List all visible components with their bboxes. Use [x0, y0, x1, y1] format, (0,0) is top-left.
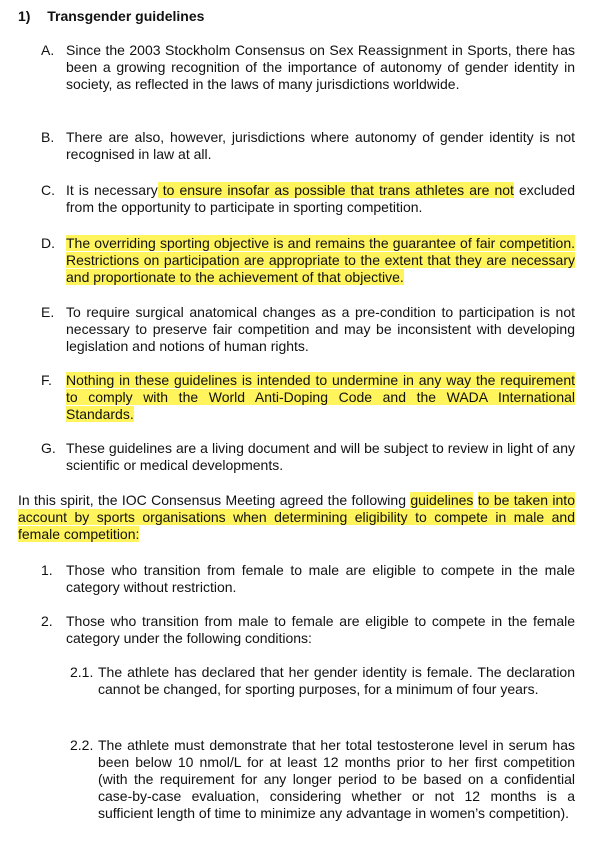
item-marker: B. [41, 129, 55, 145]
item-marker: D. [41, 235, 55, 251]
section-number: 1) [18, 8, 31, 24]
item-marker: E. [41, 304, 55, 320]
highlighted-text: to ensure insofar as possible that trans athletes are not [157, 182, 514, 198]
item-marker: A. [41, 42, 55, 58]
guideline-item-d [41, 235, 575, 286]
guideline-item-a [41, 42, 575, 93]
item-text: To require surgical anatomical changes as a pre-condition to participation is not necessary to preserve fair competition and may be inconsistent with developing legislation and notions of human rights. [66, 304, 575, 354]
consensus-paragraph [18, 492, 575, 543]
item-marker: F. [41, 372, 52, 388]
condition-marker: 2.2. [70, 737, 94, 753]
condition-text: The athlete has declared that her gender identity is female. The declaration cannot be changed, for sporting purposes, for a minimum of four years. [98, 664, 575, 697]
condition-text: The athlete must demonstrate that her total testosterone level in serum has been below 10 nmol/L for at least 12 months prior to her first competition (with the requirement for any longer period to be based on a confidential case-by-case evaluation, considering whether or not 12 months is a sufficient length of time to minimize any advantage in women’s competition). [98, 737, 575, 821]
item-text: These guidelines are a living document and will be subject to review in light of any scientific or medical developments. [66, 440, 575, 473]
section-heading [18, 8, 204, 24]
rule-text: Those who transition from female to male are eligible to compete in the male category without restriction. [66, 562, 575, 595]
eligibility-rule-2 [41, 613, 575, 647]
guideline-item-c [41, 182, 575, 216]
section-title: Transgender guidelines [47, 8, 205, 24]
item-marker: G. [41, 440, 56, 456]
eligibility-rule-1 [41, 562, 575, 596]
highlighted-text: The overriding sporting objective is and remains the guarantee of fair competition. Restrictions on participation are appropriate to the extent that they are necessary and proportionate to the achievement of that objective. [66, 235, 575, 285]
item-marker: C. [41, 182, 55, 198]
paragraph-text-plain: In this spirit, the IOC Consensus Meeting agreed the following [18, 492, 411, 508]
highlighted-text: Nothing in these guidelines is intended to undermine in any way the requirement to comply with the World Anti-Doping Code and the WADA International Standards. [66, 372, 575, 422]
highlighted-text: to be taken into account by sports organisations when determining eligibility to compete in male and female competition: [18, 492, 575, 542]
item-text-plain: excluded from the opportunity to participate in sporting competition. [66, 182, 575, 215]
item-text [66, 182, 575, 216]
highlighted-text: guidelines [410, 492, 474, 508]
rule-text: Those who transition from male to female are eligible to compete in the female category under the following conditions: [66, 613, 575, 646]
item-text-plain: It is necessary [66, 182, 158, 198]
guideline-item-f [41, 372, 575, 423]
eligibility-condition-2-1 [70, 664, 575, 698]
rule-marker: 1. [41, 562, 53, 578]
guideline-item-b [41, 129, 575, 163]
item-text [66, 372, 575, 423]
item-text: There are also, however, jurisdictions where autonomy of gender identity is not recognised in law at all. [66, 129, 575, 162]
guideline-item-e [41, 304, 575, 355]
guideline-item-g [41, 440, 575, 474]
eligibility-condition-2-2 [70, 737, 575, 822]
item-text: Since the 2003 Stockholm Consensus on Sex Reassignment in Sports, there has been a growing recognition of the importance of autonomy of gender identity in society, as reflected in the laws of many jurisdictions worldwide. [66, 42, 575, 92]
rule-marker: 2. [41, 613, 53, 629]
condition-marker: 2.1. [70, 664, 94, 680]
item-text [66, 235, 575, 286]
